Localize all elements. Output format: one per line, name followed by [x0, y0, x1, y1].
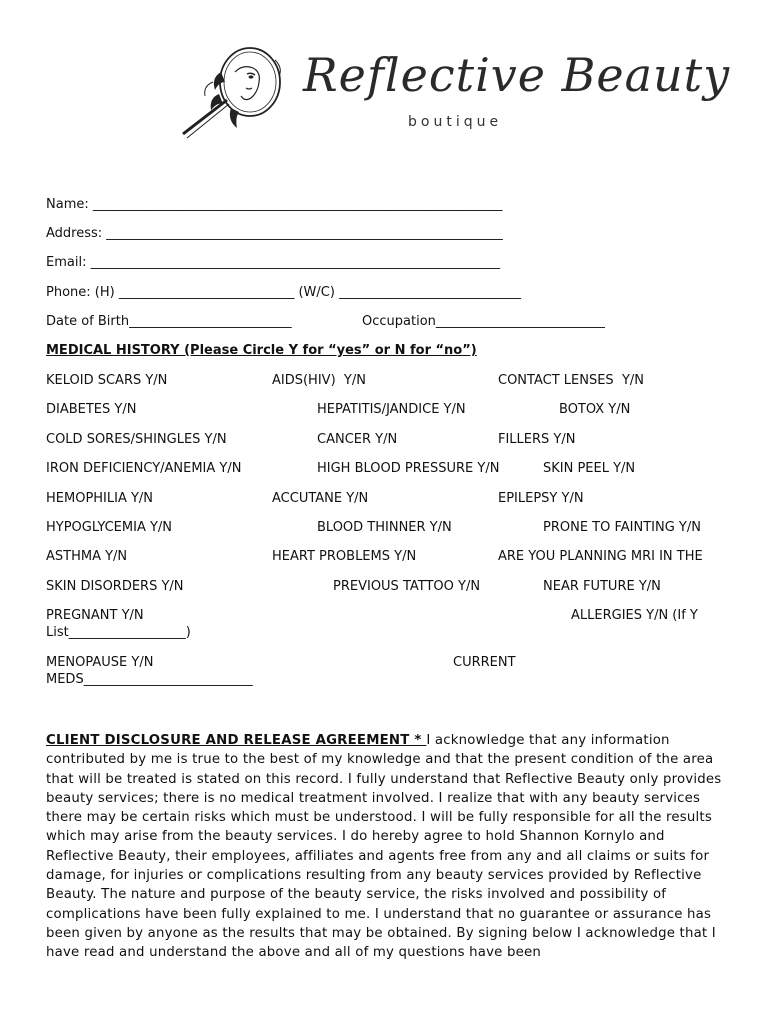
item-keloid[interactable]: KELOID SCARS Y/N	[46, 373, 168, 388]
item-high-blood-pressure[interactable]: HIGH BLOOD PRESSURE Y/N	[317, 461, 500, 476]
item-heart-problems[interactable]: HEART PROBLEMS Y/N	[272, 549, 417, 564]
item-hemophilia[interactable]: HEMOPHILIA Y/N	[46, 491, 154, 506]
phone-field[interactable]: Phone: (H) ___________________________ (W/C) ____________________________	[46, 285, 522, 300]
brand-logo	[175, 42, 731, 142]
item-prone-to-fainting[interactable]: PRONE TO FAINTING Y/N	[543, 520, 701, 535]
release-agreement	[46, 731, 730, 963]
item-contact-lenses[interactable]: CONTACT LENSES Y/N	[498, 373, 644, 388]
item-blood-thinner[interactable]: BLOOD THINNER Y/N	[317, 520, 452, 535]
item-asthma[interactable]: ASTHMA Y/N	[46, 549, 128, 564]
brand-subtitle: boutique	[408, 114, 503, 130]
item-hepatitis[interactable]: HEPATITIS/JANDICE Y/N	[317, 402, 466, 417]
item-accutane[interactable]: ACCUTANE Y/N	[272, 491, 369, 506]
email-field[interactable]: Email: _______________________________________________________________	[46, 255, 501, 270]
item-allergies[interactable]: ALLERGIES Y/N (If Y	[571, 608, 698, 623]
occupation-field[interactable]: Occupation__________________________	[362, 314, 605, 329]
address-field[interactable]: Address: _____________________________________________________________	[46, 226, 503, 241]
item-hypoglycemia[interactable]: HYPOGLYCEMIA Y/N	[46, 520, 173, 535]
item-epilepsy[interactable]: EPILEPSY Y/N	[498, 491, 584, 506]
item-diabetes[interactable]: DIABETES Y/N	[46, 402, 137, 417]
item-botox[interactable]: BOTOX Y/N	[559, 402, 631, 417]
release-agreement-body: I acknowledge that any information contributed by me is true to the best of my knowledge and that the present condition of the area that will be treated is stated on this record. I fully understand that Reflective Beauty only provides beauty services; there is no medical treatment involved. I realize that with any beauty services there may be certain risks which must be understood. I will be fully responsible for all the results which may arise from the beauty services. I do hereby agree to hold Shannon Kornylo and Reflective Beauty, their employees, affiliates and agents free from any and all claims or suits for damage, for injuries or complications resulting from any beauty services provided by Reflective Beauty. The nature and purpose of the beauty service, the risks involved and possibility of complications have been fully explained to me. I understand that no guarantee or assurance has been given by anyone as the results that may be obtained. By signing below I acknowledge that I have read and understand the above and all of my questions have been	[46, 733, 722, 961]
current-meds-label: CURRENT	[453, 655, 516, 670]
allergies-list-field[interactable]: List__________________)	[46, 625, 191, 640]
item-skin-disorders[interactable]: SKIN DISORDERS Y/N	[46, 579, 184, 594]
medical-history-header: MEDICAL HISTORY (Please Circle Y for “yes” or N for “no”)	[46, 343, 477, 358]
item-mri-question[interactable]: ARE YOU PLANNING MRI IN THE	[498, 549, 703, 564]
item-menopause[interactable]: MENOPAUSE Y/N	[46, 655, 154, 670]
item-previous-tattoo[interactable]: PREVIOUS TATTOO Y/N	[333, 579, 481, 594]
mirror-face-icon	[175, 42, 305, 142]
item-iron-deficiency[interactable]: IRON DEFICIENCY/ANEMIA Y/N	[46, 461, 242, 476]
dob-field[interactable]: Date of Birth_________________________	[46, 314, 292, 329]
release-agreement-title: CLIENT DISCLOSURE AND RELEASE AGREEMENT *	[46, 733, 427, 748]
item-mri-near-future[interactable]: NEAR FUTURE Y/N	[543, 579, 661, 594]
item-cancer[interactable]: CANCER Y/N	[317, 432, 398, 447]
brand-name: Reflective Beauty	[303, 48, 731, 102]
item-aids[interactable]: AIDS(HIV) Y/N	[272, 373, 366, 388]
item-skin-peel[interactable]: SKIN PEEL Y/N	[543, 461, 636, 476]
current-meds-field[interactable]: MEDS__________________________	[46, 672, 253, 687]
item-pregnant[interactable]: PREGNANT Y/N	[46, 608, 144, 623]
name-field[interactable]: Name: _______________________________________________________________	[46, 197, 503, 212]
item-cold-sores[interactable]: COLD SORES/SHINGLES Y/N	[46, 432, 227, 447]
item-fillers[interactable]: FILLERS Y/N	[498, 432, 576, 447]
